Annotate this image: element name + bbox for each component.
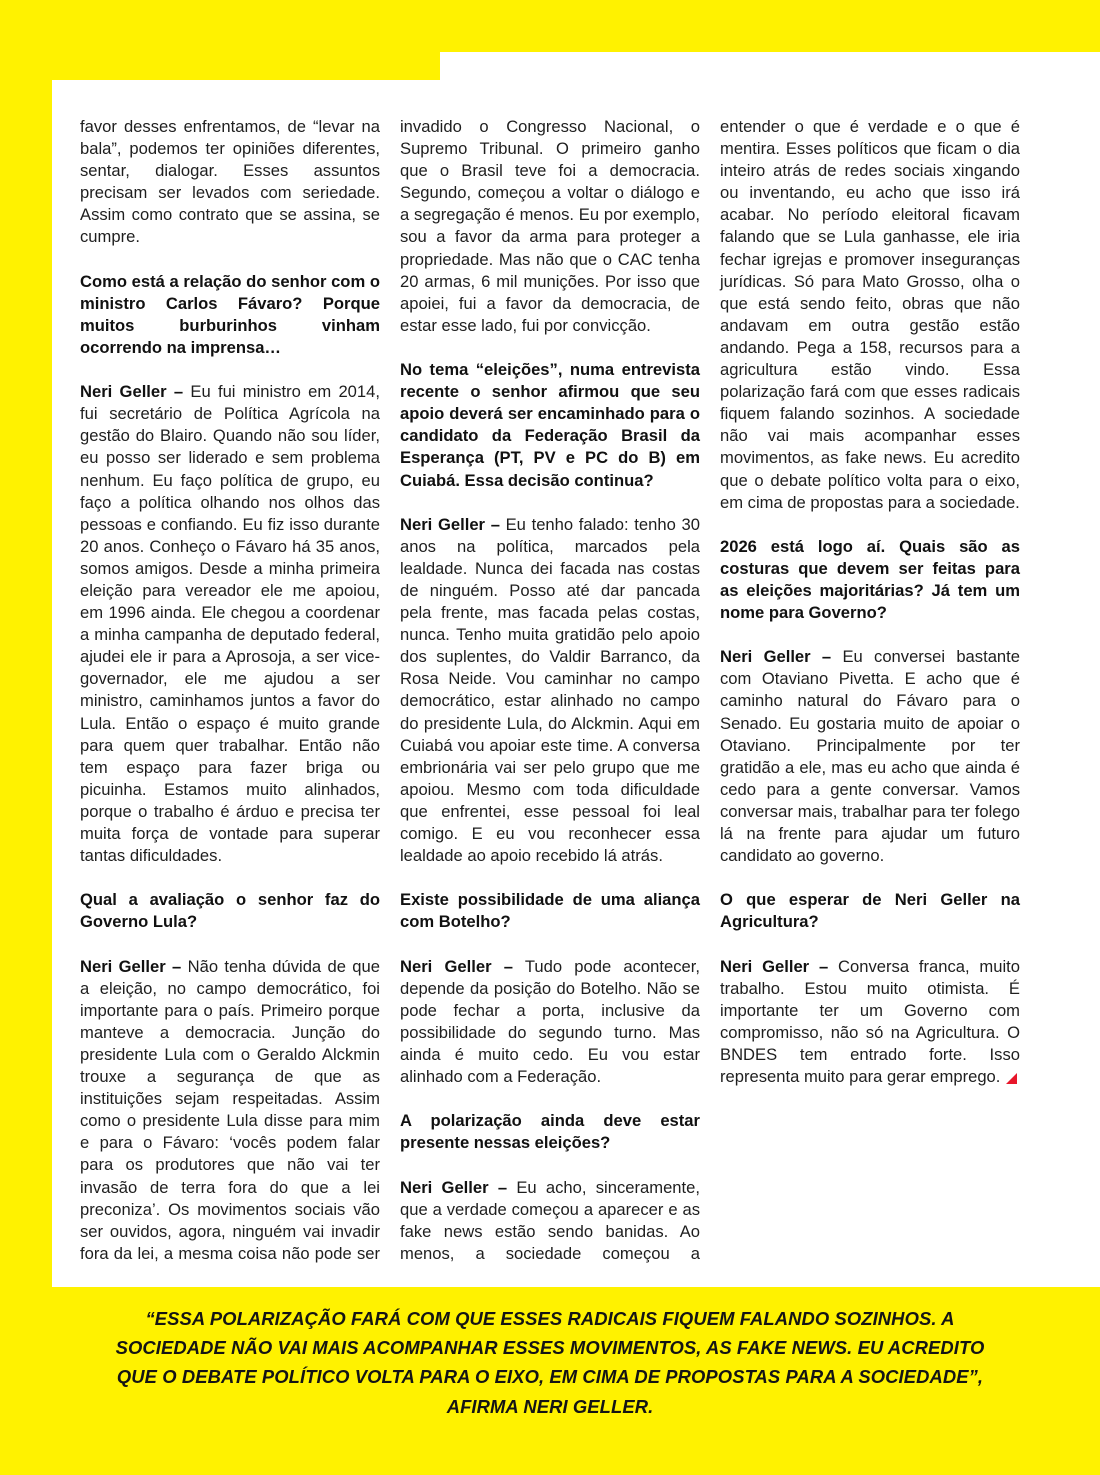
question: Como está a relação do senhor com o ministro Carlos Fávaro? Porque muitos burburinhos vinham ocorrendo na imprensa…: [80, 271, 380, 357]
question: Existe possibilidade de uma aliança com Botelho?: [400, 890, 700, 932]
answer: Neri Geller – Tudo pode acontecer, depende da posição do Botelho. Não se pode fechar a porta, inclusive da possibilidade do segundo turno. Mas ainda é muito cedo. Eu vou estar alinhado com a Federação.: [400, 956, 700, 1087]
speaker-label: Neri Geller –: [720, 956, 829, 976]
pull-quote-line: “ESSA POLARIZAÇÃO FARÁ COM QUE ESSES RADICAIS FIQUEM FALANDO SOZINHOS. A: [145, 1308, 955, 1329]
question: 2026 está logo aí. Quais são as costuras que devem ser feitas para as eleições majoritárias? Já tem um nome para Governo?: [720, 536, 1020, 623]
answer: Neri Geller – Não tenha dúvida de que a eleição, no campo democrático, foi importante para o país. Primeiro porque manteve a democracia. Junção do presidente Lula com o Geraldo Alckmin trouxe a segurança de que as instituições sejam respeitadas. Assim como o presidente Lula disse para mim e para o Fávaro: ‘vocês podem falar para os produtores que não vai ter invasão de terra fora do que a lei preconiza’. Os movimentos sociais vão ser ouvidos, agora, ninguém vai invadir fora da lei, a mesma coisa não pode ser invadido o Congresso Nacional, o Supremo Tribunal. O primeiro ganho que o Brasil teve foi a democracia. Segundo, começou a voltar o diálogo e a segregação é menos. Eu por exemplo, sou a favor da arma para proteger a propriedade. Mas não que o CAC tenha 20 armas, 6 mil munições. Por isso que apoiei, fui a favor da democracia, de estar esse lado, fui por convicção.: [80, 117, 700, 1263]
pull-quote: [90, 1304, 1010, 1421]
answer: Neri Geller – Eu conversei bastante com Otaviano Pivetta. E acho que é caminho natural do Fávaro para o Senado. Eu gostaria muito de apoiar o Otaviano. Principalmente por ter gratidão a ele, mas eu acho que ainda é cedo para a gente conversar. Vamos conversar mais, trabalhar para ter folego lá na frente para ajudar um futuro candidato ao governo.: [720, 647, 1020, 866]
pull-quote-line: SOCIEDADE NÃO VAI MAIS ACOMPANHAR ESSES MOVIMENTOS, AS FAKE NEWS. EU ACREDITO: [115, 1337, 985, 1359]
speaker-label: Neri Geller –: [400, 1177, 508, 1197]
answer: Neri Geller – Conversa franca, muito trabalho. Estou muito otimista. É importante ter um Governo com compromisso, não só na Agricultura. O BNDES tem entrado forte. Isso representa muito para gerar emprego.: [720, 956, 1020, 1087]
answer: Neri Geller – Eu fui ministro em 2014, fui secretário de Política Agrícola na gestão do Blairo. Quando não sou líder, eu posso ser liderado e sem problema nenhum. Eu faço política de grupo, eu faço a política olhando nos olhos das pessoas e confiando. Eu fiz isso durante 20 anos. Conheço o Fávaro há 35 anos, somos amigos. Desde a minha primeira eleição para vereador ele me apoiou, em 1996 ainda. Ele chegou a coordenar a minha campanha de deputado federal, ajudei ele ir para a Aprosoja, a ser vice-governador, ele me ajudou a ser ministro, caminhamos juntos a favor do Lula. Então o espaço é muito grande para quem quer trabalhar. Então não tem espaço para fazer briga ou picuinha. Estamos muito alinhados, porque o trabalho é árduo e precisa ter muita força de vontade para superar tantas dificuldades.: [80, 382, 380, 866]
answer: Neri Geller – Eu tenho falado: tenho 30 anos na política, marcados pela lealdade. Nunca dei facada nas costas de ninguém. Posso até dar pancada pela frente, mas facada pelas costas, nunca. Tenho muita gratidão pelo apoio dos suplentes, do Valdir Barranco, da Rosa Neide. Vou caminhar no campo democrático, estar alinhado no campo do presidente Lula, do Alckmin. Aqui em Cuiabá vou apoiar este time. A conversa embrionária vai ser pelo grupo que me apoiou. Mesmo com toda dificuldade que enfrentei, esse pessoal foi leal comigo. E eu vou reconhecer essa lealdade ao apoio recebido lá atrás.: [400, 514, 700, 866]
question: A polarização ainda deve estar presente nessas eleições?: [400, 1111, 700, 1153]
end-of-article-mark-icon: [1006, 1073, 1017, 1084]
header-tab: [52, 52, 440, 80]
pull-quote-line: QUE O DEBATE POLÍTICO VOLTA PARA O EIXO, EM CIMA DE PROPOSTAS PARA A SOCIEDADE”,: [116, 1366, 984, 1388]
paragraph: favor desses enfrentamos, de “levar na bala”, podemos ter opiniões diferentes, sentar, dialogar. Esses assuntos precisam ser levados com seriedade. Assim como contrato que se assina, se cumpre.: [80, 117, 380, 247]
speaker-label: Neri Geller –: [80, 956, 182, 976]
speaker-label: Neri Geller –: [80, 382, 184, 402]
speaker-label: Neri Geller –: [720, 647, 832, 667]
speaker-label: Neri Geller –: [400, 956, 513, 976]
question: O que esperar de Neri Geller na Agricultura?: [720, 890, 1020, 932]
question: Qual a avaliação o senhor faz do Governo Lula?: [80, 890, 380, 932]
answer: Neri Geller – Eu acho, sinceramente, que a verdade começou a aparecer e as fake news estão sendo banidas. Ao menos, a sociedade começou a entender o que é verdade e o que é mentira. Esses políticos que ficam o dia inteiro atrás de redes sociais xingando ou inventando, eu acho que isso irá acabar. No período eleitoral ficavam falando que se Lula ganhasse, ele iria fechar igrejas e promover inseguranças jurídicas. Só para Mato Grosso, olha o que está sendo feito, obras que não andavam em outra gestão estão andando. Pega a 158, recursos para a agricultura estão vindo. Essa polarização fará com que esses radicais fiquem falando sozinhos. A sociedade não vai mais acompanhar esses movimentos, as fake news. Eu acredito que o debate político volta para o eixo, em cima de propostas para a sociedade.: [400, 117, 1020, 1263]
pull-quote-line: AFIRMA NERI GELLER.: [446, 1395, 654, 1417]
article-body: [80, 116, 1020, 1276]
speaker-label: Neri Geller –: [400, 514, 500, 534]
question: No tema “eleições”, numa entrevista recente o senhor afirmou que seu apoio deverá ser encaminhado para o candidato da Federação Brasil da Esperança (PT, PV e PC do B) em Cuiabá. Essa decisão continua?: [400, 360, 700, 490]
